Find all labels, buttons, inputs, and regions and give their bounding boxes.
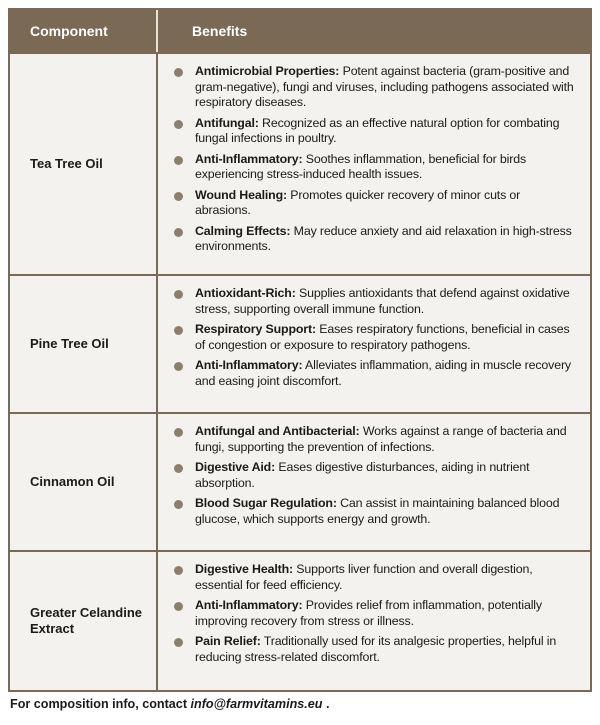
benefit-title: Digestive Health: bbox=[195, 562, 293, 576]
bullet-icon bbox=[174, 192, 183, 201]
header-benefits: Benefits bbox=[192, 23, 248, 39]
bullet-icon bbox=[174, 500, 183, 509]
benefit-title: Antimicrobial Properties: bbox=[195, 64, 340, 78]
bullet-icon bbox=[174, 362, 183, 371]
list-item bbox=[168, 152, 578, 183]
table-row bbox=[10, 412, 590, 550]
bullet-icon bbox=[174, 566, 183, 575]
list-item bbox=[168, 496, 578, 527]
bullet-icon bbox=[174, 602, 183, 611]
benefit-text: Eases respiratory functions, beneficial in cases of congestion or exposure to respiratory pathogens. bbox=[195, 322, 570, 352]
component-name: Greater Celandine Extract bbox=[10, 552, 158, 690]
bullet-icon bbox=[174, 156, 183, 165]
benefit-text: Provides relief from inflammation, potentially improving recovery from stress or illness. bbox=[195, 598, 542, 628]
bullet-icon bbox=[174, 464, 183, 473]
benefits-table bbox=[8, 8, 592, 692]
bullet-icon bbox=[174, 326, 183, 335]
list-item bbox=[168, 598, 578, 629]
benefit-title: Antifungal and Antibacterial: bbox=[195, 424, 360, 438]
benefit-title: Anti-Inflammatory: bbox=[195, 151, 303, 166]
benefit-title: Anti-Inflammatory: bbox=[195, 598, 303, 612]
component-name: Pine Tree Oil bbox=[10, 276, 158, 412]
list-item bbox=[168, 460, 578, 491]
footer-note bbox=[10, 697, 329, 711]
table-header bbox=[10, 10, 590, 52]
bullet-icon bbox=[174, 228, 183, 237]
benefit-text: Potent against bacteria (gram-positive and gram-negative), fungi and viruses, including pathogens associated with respiratory diseases. bbox=[195, 64, 574, 109]
benefit-text: Supplies antioxidants that defend against oxidative stress, supporting overall immune function. bbox=[195, 286, 570, 316]
bullet-icon bbox=[174, 120, 183, 129]
benefit-text: Promotes quicker recovery of minor cuts or abrasions. bbox=[195, 187, 521, 217]
benefit-text: Eases digestive disturbances, aiding in nutrient absorption. bbox=[195, 460, 530, 490]
component-name: Tea Tree Oil bbox=[10, 54, 158, 274]
list-item bbox=[168, 358, 578, 389]
benefit-text: Supports liver function and overall digestion, essential for feed efficiency. bbox=[195, 562, 533, 592]
benefit-title: Calming Effects: bbox=[195, 223, 291, 238]
benefit-text: Alleviates inflammation, aiding in muscle recovery and easing joint discomfort. bbox=[195, 358, 571, 388]
bullet-icon bbox=[174, 638, 183, 647]
bullet-icon bbox=[174, 428, 183, 437]
list-item bbox=[168, 322, 578, 353]
benefit-title: Respiratory Support: bbox=[195, 322, 316, 336]
header-component: Component bbox=[10, 10, 158, 52]
benefits-list bbox=[158, 414, 590, 550]
benefit-title: Wound Healing: bbox=[195, 187, 287, 202]
benefit-title: Anti-Inflammatory: bbox=[195, 358, 303, 372]
benefits-list bbox=[158, 276, 590, 412]
benefit-text: Traditionally used for its analgesic properties, helpful in reducing stress-related discomfort. bbox=[195, 634, 557, 664]
benefits-list bbox=[158, 552, 590, 690]
benefit-text: May reduce anxiety and aid relaxation in high-stress environments. bbox=[195, 223, 572, 253]
benefit-text: Can assist in maintaining balanced blood glucose, which supports energy and growth. bbox=[195, 496, 560, 526]
benefit-title: Antifungal: bbox=[195, 115, 259, 130]
table-row bbox=[10, 550, 590, 690]
list-item bbox=[168, 286, 578, 317]
list-item bbox=[168, 224, 578, 255]
list-item bbox=[168, 188, 578, 219]
benefit-text: Soothes inflammation, beneficial for birds experiencing stress-induced health issues. bbox=[195, 151, 527, 181]
benefit-title: Pain Relief: bbox=[195, 634, 261, 648]
bullet-icon bbox=[174, 290, 183, 299]
benefits-list bbox=[158, 54, 590, 274]
list-item bbox=[168, 64, 578, 111]
footer-suffix: . bbox=[322, 697, 330, 711]
list-item bbox=[168, 562, 578, 593]
benefit-title: Digestive Aid: bbox=[195, 460, 276, 474]
list-item bbox=[168, 116, 578, 147]
list-item bbox=[168, 634, 578, 665]
table-row bbox=[10, 274, 590, 412]
benefit-text: Works against a range of bacteria and fungi, supporting the prevention of infections. bbox=[195, 424, 567, 454]
footer-prefix: For composition info, contact bbox=[10, 697, 191, 711]
benefit-text: Recognized as an effective natural option for combating fungal infections in poultry. bbox=[195, 115, 560, 145]
table-row bbox=[10, 52, 590, 274]
bullet-icon bbox=[174, 68, 183, 77]
component-name: Cinnamon Oil bbox=[10, 414, 158, 550]
benefit-title: Blood Sugar Regulation: bbox=[195, 496, 337, 510]
contact-email: info@farmvitamins.eu bbox=[190, 697, 323, 711]
benefit-title: Antioxidant-Rich: bbox=[195, 286, 296, 300]
list-item bbox=[168, 424, 578, 455]
